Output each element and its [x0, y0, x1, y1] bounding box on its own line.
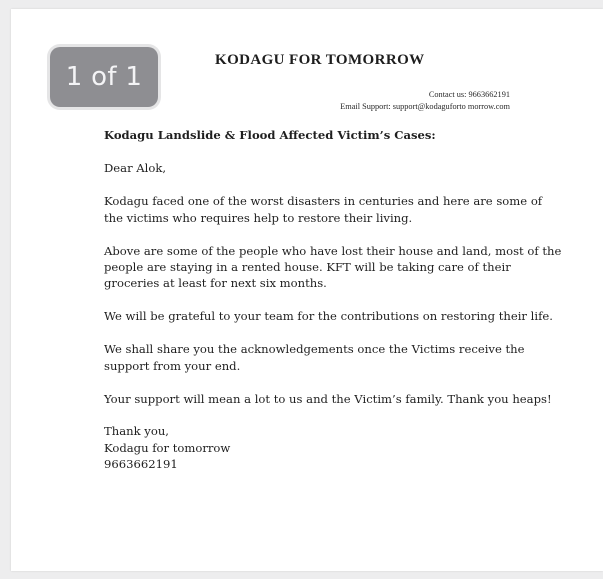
- letter-body: [104, 127, 564, 473]
- letter-paragraph-5: Your support will mean a lot to us and the Victim’s family. Thank you heaps!: [104, 391, 552, 406]
- closing-phone: 9663662191: [104, 457, 178, 472]
- letter-greeting: Dear Alok,: [104, 161, 167, 176]
- letter-paragraph-2: Above are some of the people who have lost their house and land, most of the people are staying in a rented house. KFT will be taking care of their groceries at least for next six months.: [104, 243, 562, 291]
- contact-block: [340, 89, 510, 113]
- contact-email: Email Support: support@kodaguforto morrow.com: [340, 102, 510, 111]
- document-page[interactable]: [11, 9, 603, 571]
- letter-heading: Kodagu Landslide & Flood Affected Victim’s Cases:: [104, 128, 436, 142]
- page-indicator-text: 1 of 1: [65, 62, 143, 92]
- letter-paragraph-3: We will be grateful to your team for the contributions on restoring their life.: [104, 309, 553, 324]
- closing-thanks: Thank you,: [104, 424, 169, 439]
- letterhead-title: KODAGU FOR TOMORROW: [215, 52, 425, 68]
- page-indicator-badge: [50, 47, 158, 107]
- contact-phone: Contact us: 9663662191: [428, 90, 510, 99]
- letter-paragraph-1: Kodagu faced one of the worst disasters in centuries and here are some of the victims who requires help to restore their living.: [104, 194, 543, 225]
- closing-signature: Kodagu for tomorrow: [104, 440, 231, 455]
- letter-paragraph-4: We shall share you the acknowledgements once the Victims receive the support from your end.: [104, 342, 525, 373]
